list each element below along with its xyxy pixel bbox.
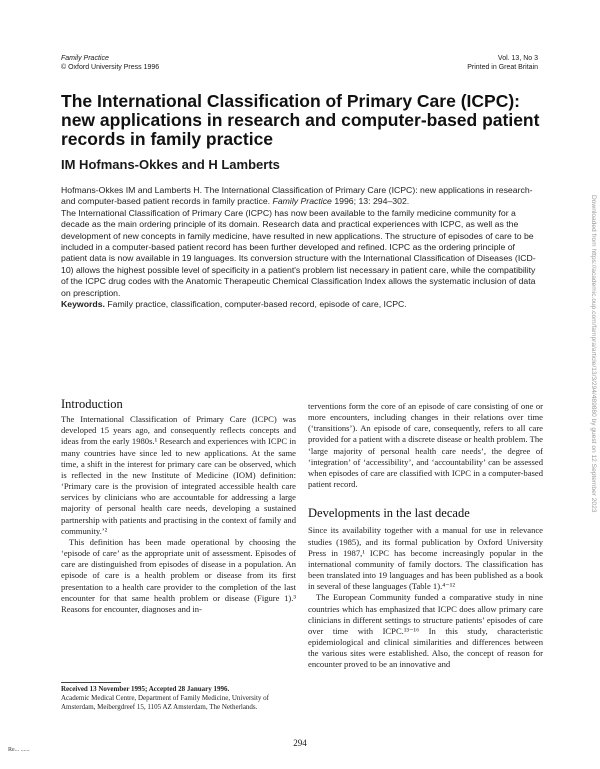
citation-ref: 1996; 13: 294–302. <box>334 196 410 207</box>
page-number: 294 <box>293 738 307 748</box>
download-watermark: Downloaded from https://academic.oup.com/fampra/article/13/3/294/489880 by guest on 12 September 2023 <box>590 195 597 513</box>
copyright-line: © Oxford University Press 1996 <box>61 64 160 71</box>
paragraph: The International Classification of Primary Care (ICPC) was developed 15 years ago, and consequently reflects concepts and ideas from the early 1980s.¹ Research and experiences with ICPC in many countries have since led to new applications. At the same time, a shift in the interest for primary care can be observed, which is reflected in the new Institute of Medicine (IOM) definition: ‘Primary care is the provision of integrated accessible health care services by clinicians who are accountable for addressing a large majority of personal health care needs, developing a sustained partnership with patients and practising in the context of family and community.’² <box>61 414 296 536</box>
paragraph: This definition has been made operational by choosing the ‘episode of care’ as the appropriate unit of assessment. Episodes of care are distinguished from episodes of disease in a population. An episode of care is a health problem or disease from its first presentation to a health care provider to the completion of the last encounter for that same health problem or disease (Figure 1).³ Reasons for encounter, diagnoses and in- <box>61 536 296 614</box>
citation: Hofmans-Okkes IM and Lamberts H. The International Classification of Primary Care (ICPC): new applications in research- and computer-based patient records in family practice. Family Practice 1996; 13: 294–302. <box>61 185 533 207</box>
article-title: The International Classification of Primary Care (ICPC): new applications in research and computer-based patient records in family practice <box>61 91 540 149</box>
footnote-rule <box>61 682 121 683</box>
left-column <box>61 399 296 615</box>
keywords-label: Keywords. <box>61 299 105 310</box>
paragraph: The European Community funded a comparative study in nine countries which has emphasized that ICPC does allow primary care clinicians in different settings to structure patients’ episodes of care over time with ICPC.¹³⁻¹⁶ In this study, characteristic epidemiological and clinical similarities and differences between the various sites were established. Also, the concept of reason for encounter proved to be an innovative and <box>308 592 543 670</box>
volume-issue: Vol. 13, No 3 <box>497 55 538 62</box>
abstract-text: The International Classification of Primary Care (ICPC) has now been available to the family medicine community for a decade as the main ordering principle of its domain. Research data and practical experiences with ICPC, as well as the development of new concepts in family medicine, have resulted in new applications. The structure of episodes of care to be included in a computer-based patient record has been further developed and refined. ICPC as the ordering principle of patient data is now available in 19 languages. Its conversion structure with the International Classification of Diseases (ICD-10) allows the highest possible level of specificity in a patient's problem list necessary in patient care, while the compatibility of the ICPC drug codes with the Anatomic Therapeutic Chemical Classification Index allows the systematic inclusion of data on prescription. <box>61 207 536 298</box>
abstract-block <box>61 185 541 310</box>
right-column <box>308 401 543 670</box>
scan-mark: Re... ...... <box>8 747 30 753</box>
section-heading-developments: Developments in the last decade <box>308 506 470 521</box>
affiliation: Academic Medical Centre, Department of Family Medicine, University of Amsterdam, Meibergdreef 15, 1105 AZ Amsterdam, The Netherlands. <box>61 694 269 711</box>
journal-name: Family Practice <box>61 55 109 62</box>
paragraph: Since its availability together with a manual for use in relevance studies (1985), and its formal publication by Oxford University Press in 1987,¹ ICPC has become increasingly popular in the international community of family doctors. The classification has been translated into 19 languages and has been published as a book in several of these languages (Table 1).⁴⁻¹² <box>308 525 543 592</box>
authors: IM Hofmans-Okkes and H Lamberts <box>61 157 280 172</box>
keywords-text: Family practice, classification, computer-based record, episode of care, ICPC. <box>107 299 407 310</box>
paragraph: terventions form the core of an episode of care consisting of one or more encounters, including changes in their relations over time (‘transitions’). An episode of care, consequently, refers to all care provided for a patient with a discrete disease or health problem. The ‘large majority of personal health care needs’, the degree of ‘integration’ of ‘accessibility’, and ‘accountability’ can be assessed when episodes of care are classified with ICPC in a computer-based patient record. <box>308 401 543 490</box>
keywords <box>61 299 541 310</box>
section-heading-introduction: Introduction <box>61 397 123 411</box>
footnote <box>61 685 296 712</box>
citation-journal: Family Practice <box>272 196 332 207</box>
received-dates: Received 13 November 1995; Accepted 28 January 1996. <box>61 685 230 693</box>
printed-in: Printed in Great Britain <box>467 64 538 71</box>
